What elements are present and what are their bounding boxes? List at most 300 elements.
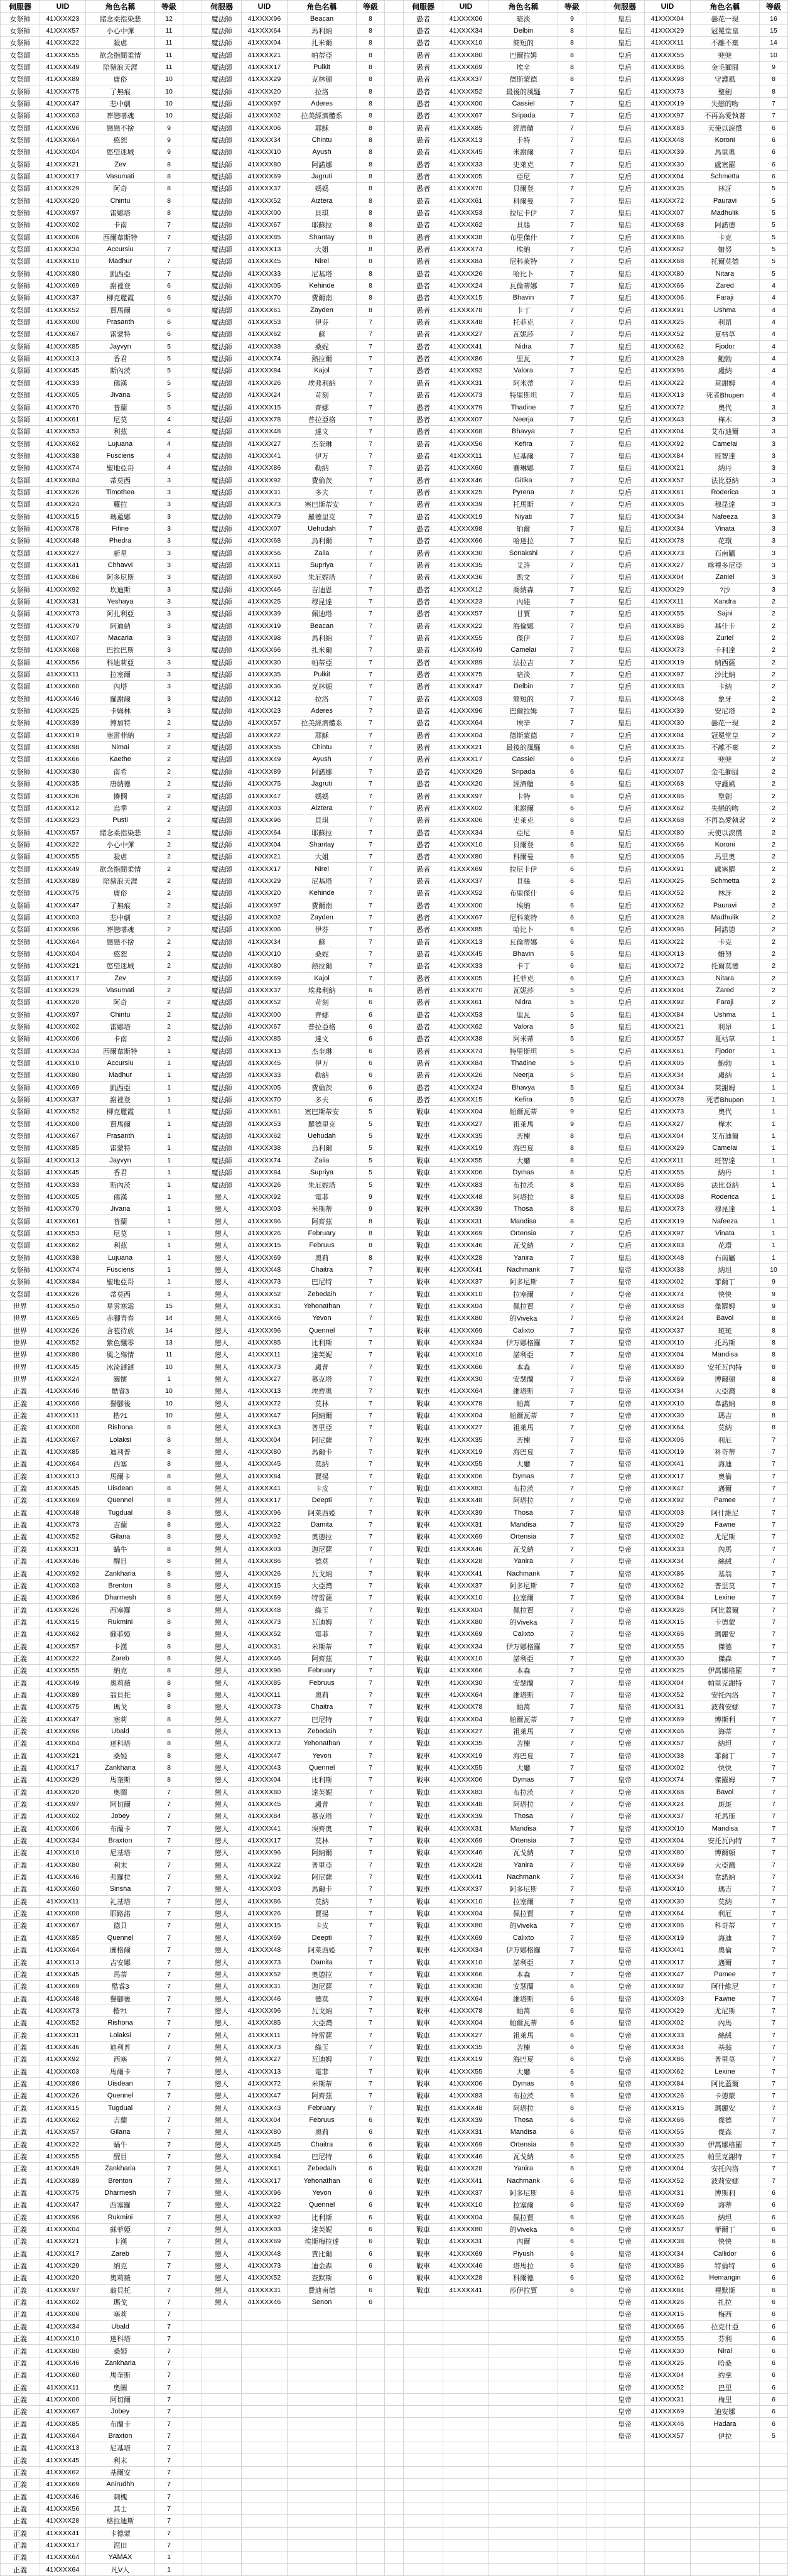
- cell-level[interactable]: 7: [357, 487, 385, 499]
- cell-level[interactable]: 7: [760, 1787, 788, 1799]
- cell-name[interactable]: 巴爾拉姆: [489, 705, 558, 717]
- cell-level[interactable]: 2: [760, 851, 788, 863]
- cell-uid[interactable]: 41XXXX41: [645, 1944, 691, 1956]
- cell-level[interactable]: 5: [155, 353, 183, 365]
- empty-cell[interactable]: [357, 2467, 385, 2479]
- cell-level[interactable]: 7: [357, 389, 385, 401]
- empty-cell[interactable]: [404, 2442, 443, 2454]
- cell-server[interactable]: 正義: [1, 2236, 40, 2248]
- cell-server[interactable]: 戰車: [404, 1471, 443, 1483]
- cell-level[interactable]: 7: [558, 110, 586, 122]
- cell-level[interactable]: 4: [155, 450, 183, 462]
- cell-uid[interactable]: 41XXXX28: [443, 1556, 489, 1567]
- cell-name[interactable]: 卡納: [691, 681, 760, 693]
- cell-uid[interactable]: 41XXXX89: [40, 73, 86, 85]
- cell-uid[interactable]: 41XXXX21: [443, 742, 489, 754]
- cell-level[interactable]: 6: [357, 2187, 385, 2199]
- cell-uid[interactable]: 41XXXX46: [40, 2491, 86, 2503]
- cell-uid[interactable]: 41XXXX96: [242, 2187, 288, 2199]
- cell-server[interactable]: 皇帝: [605, 1871, 645, 1883]
- cell-name[interactable]: 奧倫: [691, 1471, 760, 1483]
- cell-uid[interactable]: 41XXXX47: [40, 1713, 86, 1725]
- cell-uid[interactable]: 41XXXX03: [40, 1580, 86, 1592]
- cell-server[interactable]: 戰車: [404, 1956, 443, 1968]
- cell-level[interactable]: 6: [357, 2297, 385, 2308]
- cell-name[interactable]: 多夫: [288, 1094, 357, 1106]
- cell-server[interactable]: 愚者: [404, 426, 443, 438]
- cell-server[interactable]: 皇后: [605, 742, 645, 754]
- cell-uid[interactable]: 41XXXX55: [443, 632, 489, 644]
- cell-server[interactable]: 女祭師: [1, 899, 40, 911]
- empty-cell[interactable]: [404, 2540, 443, 2552]
- cell-name[interactable]: 安瑟蘭: [489, 1981, 558, 1993]
- cell-name[interactable]: 簡短的: [489, 693, 558, 705]
- cell-uid[interactable]: 41XXXX60: [443, 462, 489, 474]
- cell-name[interactable]: 扎拉: [691, 2297, 760, 2308]
- cell-name[interactable]: 布拉茨: [489, 2090, 558, 2102]
- cell-level[interactable]: 2: [760, 948, 788, 960]
- cell-server[interactable]: 愚者: [404, 826, 443, 838]
- cell-server[interactable]: 皇后: [605, 232, 645, 244]
- cell-level[interactable]: 8: [155, 1762, 183, 1774]
- cell-level[interactable]: 7: [760, 110, 788, 122]
- cell-server[interactable]: 皇后: [605, 1106, 645, 1118]
- cell-server[interactable]: 皇帝: [605, 2333, 645, 2345]
- cell-name[interactable]: 經濟艙: [489, 778, 558, 790]
- cell-level[interactable]: 9: [357, 1203, 385, 1215]
- cell-level[interactable]: 4: [760, 365, 788, 377]
- cell-server[interactable]: 女祭師: [1, 1276, 40, 1288]
- empty-cell[interactable]: [202, 2442, 242, 2454]
- empty-cell[interactable]: [489, 2357, 558, 2369]
- cell-server[interactable]: 戰車: [404, 1252, 443, 1264]
- cell-level[interactable]: 7: [558, 535, 586, 547]
- cell-level[interactable]: 7: [558, 511, 586, 522]
- cell-level[interactable]: 8: [155, 1495, 183, 1507]
- cell-name[interactable]: 坎迪斯: [86, 584, 155, 596]
- cell-name[interactable]: 本森: [489, 1361, 558, 1373]
- cell-name[interactable]: Bhavya: [489, 426, 558, 438]
- cell-level[interactable]: 6: [760, 2236, 788, 2248]
- cell-server[interactable]: 女祭師: [1, 1264, 40, 1276]
- cell-uid[interactable]: 41XXXX04: [242, 839, 288, 851]
- cell-name[interactable]: 利末: [86, 2454, 155, 2466]
- cell-server[interactable]: 皇后: [605, 438, 645, 450]
- cell-uid[interactable]: 41XXXX31: [242, 487, 288, 499]
- cell-uid[interactable]: 41XXXX55: [40, 2151, 86, 2163]
- cell-server[interactable]: 戰車: [404, 1288, 443, 1300]
- cell-level[interactable]: 8: [760, 1324, 788, 1336]
- cell-name[interactable]: Fusciens: [86, 1264, 155, 1276]
- cell-level[interactable]: 6: [357, 2224, 385, 2236]
- cell-name[interactable]: 憐憫: [86, 790, 155, 802]
- cell-server[interactable]: 皇后: [605, 401, 645, 413]
- cell-level[interactable]: 7: [558, 1726, 586, 1738]
- cell-name[interactable]: 曇花一現: [691, 13, 760, 24]
- cell-server[interactable]: 女祭師: [1, 268, 40, 280]
- cell-level[interactable]: 6: [558, 2260, 586, 2272]
- cell-name[interactable]: 扎米爾: [288, 37, 357, 49]
- cell-level[interactable]: 7: [558, 487, 586, 499]
- cell-level[interactable]: 3: [155, 620, 183, 632]
- cell-uid[interactable]: 41XXXX92: [242, 1531, 288, 1543]
- cell-server[interactable]: 正義: [1, 1628, 40, 1640]
- cell-uid[interactable]: 41XXXX66: [645, 2114, 691, 2126]
- cell-server[interactable]: 戰車: [404, 1215, 443, 1227]
- cell-level[interactable]: 8: [155, 1604, 183, 1616]
- cell-server[interactable]: 戀人: [202, 1653, 242, 1665]
- cell-level[interactable]: 7: [357, 1750, 385, 1762]
- cell-level[interactable]: 7: [760, 1835, 788, 1847]
- cell-uid[interactable]: 41XXXX78: [242, 414, 288, 426]
- cell-server[interactable]: 女祭師: [1, 171, 40, 183]
- cell-name[interactable]: 普里亞: [288, 1859, 357, 1871]
- cell-uid[interactable]: 41XXXX60: [242, 571, 288, 583]
- cell-level[interactable]: 4: [760, 389, 788, 401]
- cell-uid[interactable]: 41XXXX06: [242, 122, 288, 134]
- cell-name[interactable]: 科爾德: [489, 2272, 558, 2284]
- cell-uid[interactable]: 41XXXX11: [242, 560, 288, 571]
- cell-server[interactable]: 女祭師: [1, 462, 40, 474]
- cell-level[interactable]: 3: [155, 487, 183, 499]
- cell-name[interactable]: Accursiu: [86, 244, 155, 256]
- cell-uid[interactable]: 41XXXX34: [40, 2321, 86, 2333]
- cell-server[interactable]: 皇后: [605, 268, 645, 280]
- cell-level[interactable]: 7: [357, 839, 385, 851]
- cell-level[interactable]: 7: [760, 2029, 788, 2041]
- cell-level[interactable]: 8: [357, 219, 385, 231]
- cell-server[interactable]: 皇帝: [605, 2090, 645, 2102]
- cell-server[interactable]: 皇帝: [605, 2078, 645, 2090]
- cell-name[interactable]: 佛漢: [86, 377, 155, 389]
- cell-uid[interactable]: 41XXXX04: [645, 2163, 691, 2175]
- cell-uid[interactable]: 41XXXX97: [40, 2285, 86, 2297]
- empty-cell[interactable]: [242, 2321, 288, 2333]
- cell-level[interactable]: 7: [760, 1471, 788, 1483]
- cell-server[interactable]: 戀人: [202, 1580, 242, 1592]
- cell-name[interactable]: 酷睿3: [86, 1981, 155, 1993]
- cell-server[interactable]: 戀人: [202, 1592, 242, 1604]
- cell-uid[interactable]: 41XXXX04: [242, 1774, 288, 1786]
- cell-server[interactable]: 戀人: [202, 1361, 242, 1373]
- cell-uid[interactable]: 41XXXX66: [242, 644, 288, 656]
- cell-uid[interactable]: 41XXXX24: [443, 1082, 489, 1094]
- empty-cell[interactable]: [404, 2381, 443, 2393]
- cell-name[interactable]: 塞莉: [86, 2308, 155, 2320]
- cell-level[interactable]: 7: [357, 693, 385, 705]
- cell-level[interactable]: 6: [155, 292, 183, 304]
- cell-name[interactable]: 南希: [86, 766, 155, 778]
- cell-level[interactable]: 1: [155, 1167, 183, 1179]
- cell-level[interactable]: 7: [558, 1228, 586, 1240]
- cell-server[interactable]: 皇帝: [605, 2102, 645, 2114]
- cell-name[interactable]: 普里亞: [288, 1422, 357, 1434]
- cell-level[interactable]: 7: [357, 742, 385, 754]
- cell-level[interactable]: 7: [558, 730, 586, 742]
- cell-level[interactable]: 9: [155, 146, 183, 158]
- cell-name[interactable]: 阿什維尼: [691, 1981, 760, 1993]
- cell-level[interactable]: 7: [558, 1883, 586, 1895]
- cell-name[interactable]: 尤尼斯: [691, 2005, 760, 2017]
- cell-uid[interactable]: 41XXXX48: [645, 1252, 691, 1264]
- cell-name[interactable]: 海蒂: [691, 2199, 760, 2211]
- cell-level[interactable]: 7: [357, 705, 385, 717]
- cell-name[interactable]: Ortensia: [489, 2139, 558, 2151]
- cell-name[interactable]: 戀戀不捨: [86, 122, 155, 134]
- cell-server[interactable]: 女祭師: [1, 13, 40, 24]
- empty-cell[interactable]: [443, 2540, 489, 2552]
- cell-server[interactable]: 皇帝: [605, 2005, 645, 2017]
- cell-name[interactable]: Sinsha: [86, 1883, 155, 1895]
- empty-cell[interactable]: [242, 2552, 288, 2563]
- cell-uid[interactable]: 41XXXX30: [645, 717, 691, 729]
- cell-name[interactable]: Thadine: [489, 401, 558, 413]
- cell-level[interactable]: 7: [155, 1823, 183, 1835]
- cell-name[interactable]: Nachmank: [489, 2175, 558, 2187]
- cell-level[interactable]: 7: [760, 1628, 788, 1640]
- cell-uid[interactable]: 41XXXX52: [242, 997, 288, 1009]
- cell-server[interactable]: 女祭師: [1, 681, 40, 693]
- cell-server[interactable]: 愚者: [404, 219, 443, 231]
- cell-server[interactable]: 戰車: [404, 1531, 443, 1543]
- cell-name[interactable]: Bavol: [691, 1787, 760, 1799]
- empty-cell[interactable]: [242, 2381, 288, 2393]
- cell-uid[interactable]: 41XXXX73: [40, 1519, 86, 1531]
- cell-level[interactable]: 6: [558, 2163, 586, 2175]
- cell-uid[interactable]: 41XXXX04: [645, 1835, 691, 1847]
- cell-uid[interactable]: 41XXXX19: [645, 657, 691, 669]
- empty-cell[interactable]: [443, 2308, 489, 2320]
- cell-server[interactable]: 戰車: [404, 1567, 443, 1579]
- empty-cell[interactable]: [645, 2454, 691, 2466]
- cell-uid[interactable]: 41XXXX46: [443, 1544, 489, 1556]
- cell-uid[interactable]: 41XXXX69: [242, 171, 288, 183]
- cell-server[interactable]: 愚者: [404, 632, 443, 644]
- cell-uid[interactable]: 41XXXX35: [242, 669, 288, 681]
- cell-uid[interactable]: 41XXXX05: [645, 499, 691, 511]
- cell-uid[interactable]: 41XXXX62: [242, 1130, 288, 1142]
- cell-level[interactable]: 2: [760, 973, 788, 985]
- cell-server[interactable]: 皇帝: [605, 1981, 645, 1993]
- cell-uid[interactable]: 41XXXX60: [40, 1883, 86, 1895]
- cell-server[interactable]: 皇帝: [605, 1920, 645, 1932]
- cell-level[interactable]: 7: [155, 1883, 183, 1895]
- cell-name[interactable]: 了無痕: [86, 85, 155, 97]
- cell-uid[interactable]: 41XXXX22: [40, 839, 86, 851]
- empty-cell[interactable]: [404, 2467, 443, 2479]
- cell-uid[interactable]: 41XXXX27: [443, 1118, 489, 1130]
- cell-uid[interactable]: 41XXXX86: [645, 2054, 691, 2065]
- cell-server[interactable]: 皇帝: [605, 2260, 645, 2272]
- cell-level[interactable]: 7: [558, 171, 586, 183]
- cell-uid[interactable]: 41XXXX37: [645, 1324, 691, 1336]
- cell-server[interactable]: 魔法師: [202, 511, 242, 522]
- cell-server[interactable]: 戀人: [202, 1312, 242, 1324]
- cell-uid[interactable]: 41XXXX04: [443, 1604, 489, 1616]
- cell-level[interactable]: 5: [155, 401, 183, 413]
- cell-name[interactable]: 祖萊馬: [489, 2029, 558, 2041]
- cell-name[interactable]: Fifine: [86, 523, 155, 535]
- cell-uid[interactable]: 41XXXX69: [40, 1495, 86, 1507]
- cell-uid[interactable]: 41XXXX80: [40, 1349, 86, 1361]
- cell-uid[interactable]: 41XXXX19: [443, 1446, 489, 1458]
- cell-level[interactable]: 7: [760, 1580, 788, 1592]
- cell-name[interactable]: 奧倫: [691, 1944, 760, 1956]
- cell-level[interactable]: 1: [155, 1069, 183, 1081]
- cell-name[interactable]: 納克: [86, 1665, 155, 1677]
- empty-cell[interactable]: [489, 2528, 558, 2540]
- cell-level[interactable]: 1: [155, 1264, 183, 1276]
- cell-server[interactable]: 皇帝: [605, 2272, 645, 2284]
- cell-name[interactable]: 諾利亞: [489, 1956, 558, 1968]
- cell-server[interactable]: 皇帝: [605, 2430, 645, 2442]
- cell-server[interactable]: 皇帝: [605, 1956, 645, 1968]
- cell-uid[interactable]: 41XXXX12: [40, 803, 86, 814]
- cell-server[interactable]: 女祭師: [1, 1082, 40, 1094]
- cell-name[interactable]: Chintu: [86, 1009, 155, 1021]
- cell-uid[interactable]: 41XXXX46: [242, 1312, 288, 1324]
- cell-uid[interactable]: 41XXXX57: [40, 2126, 86, 2138]
- cell-name[interactable]: 班智達: [691, 450, 760, 462]
- cell-uid[interactable]: 41XXXX65: [40, 1312, 86, 1324]
- cell-level[interactable]: 7: [760, 1677, 788, 1689]
- cell-level[interactable]: 7: [357, 681, 385, 693]
- empty-cell[interactable]: [443, 2564, 489, 2576]
- cell-server[interactable]: 愚者: [404, 1046, 443, 1058]
- empty-cell[interactable]: [691, 2564, 760, 2576]
- cell-uid[interactable]: 41XXXX97: [645, 110, 691, 122]
- cell-uid[interactable]: 41XXXX31: [645, 1701, 691, 1713]
- cell-level[interactable]: 7: [558, 1361, 586, 1373]
- cell-server[interactable]: 愚者: [404, 790, 443, 802]
- cell-level[interactable]: 2: [155, 912, 183, 924]
- cell-server[interactable]: 正義: [1, 1750, 40, 1762]
- cell-uid[interactable]: 41XXXX61: [40, 414, 86, 426]
- cell-server[interactable]: 戀人: [202, 1726, 242, 1738]
- cell-name[interactable]: Pauravi: [691, 195, 760, 207]
- cell-uid[interactable]: 41XXXX02: [645, 2017, 691, 2029]
- cell-level[interactable]: 3: [155, 644, 183, 656]
- cell-server[interactable]: 正義: [1, 1835, 40, 1847]
- cell-server[interactable]: 皇帝: [605, 1567, 645, 1579]
- cell-server[interactable]: 戰車: [404, 1604, 443, 1616]
- cell-uid[interactable]: 41XXXX57: [443, 608, 489, 620]
- cell-server[interactable]: 女祭師: [1, 1252, 40, 1264]
- cell-server[interactable]: 戰車: [404, 1871, 443, 1883]
- empty-cell[interactable]: [202, 2528, 242, 2540]
- cell-server[interactable]: 正義: [1, 1398, 40, 1410]
- cell-server[interactable]: 魔法師: [202, 1058, 242, 1069]
- cell-name[interactable]: 埃齊奧: [288, 1823, 357, 1835]
- cell-name[interactable]: 韋諾納: [691, 1398, 760, 1410]
- cell-level[interactable]: 7: [357, 1883, 385, 1895]
- cell-name[interactable]: 內娃: [489, 596, 558, 608]
- cell-uid[interactable]: 41XXXX47: [242, 1750, 288, 1762]
- cell-uid[interactable]: 41XXXX15: [40, 1616, 86, 1628]
- cell-server[interactable]: 皇后: [605, 523, 645, 535]
- cell-level[interactable]: 3: [760, 560, 788, 571]
- cell-server[interactable]: 戀人: [202, 1640, 242, 1652]
- cell-server[interactable]: 戰車: [404, 2102, 443, 2114]
- cell-level[interactable]: 7: [357, 644, 385, 656]
- cell-level[interactable]: 8: [760, 1337, 788, 1349]
- cell-level[interactable]: 7: [155, 1835, 183, 1847]
- cell-level[interactable]: 7: [558, 644, 586, 656]
- empty-cell[interactable]: [202, 2321, 242, 2333]
- cell-server[interactable]: 戀人: [202, 1689, 242, 1701]
- cell-name[interactable]: 托菲克: [489, 973, 558, 985]
- empty-cell[interactable]: [202, 2430, 242, 2442]
- cell-level[interactable]: 14: [155, 1324, 183, 1336]
- cell-server[interactable]: 戰車: [404, 2212, 443, 2224]
- cell-server[interactable]: 女祭師: [1, 693, 40, 705]
- cell-uid[interactable]: 41XXXX25: [645, 1665, 691, 1677]
- cell-uid[interactable]: 41XXXX04: [242, 1434, 288, 1446]
- cell-uid[interactable]: 41XXXX55: [40, 851, 86, 863]
- cell-level[interactable]: 7: [760, 1883, 788, 1895]
- cell-level[interactable]: 7: [558, 1495, 586, 1507]
- cell-name[interactable]: Tugdual: [86, 2102, 155, 2114]
- cell-uid[interactable]: 41XXXX00: [443, 899, 489, 911]
- empty-cell[interactable]: [202, 2467, 242, 2479]
- cell-name[interactable]: Cassiel: [489, 98, 558, 110]
- cell-server[interactable]: 戰車: [404, 2078, 443, 2090]
- cell-name[interactable]: 盧塞羅: [691, 863, 760, 875]
- cell-name[interactable]: Delbin: [489, 681, 558, 693]
- cell-server[interactable]: 魔法師: [202, 25, 242, 37]
- cell-level[interactable]: 5: [760, 219, 788, 231]
- cell-level[interactable]: 1: [760, 1228, 788, 1240]
- cell-server[interactable]: 愚者: [404, 110, 443, 122]
- cell-level[interactable]: 5: [357, 1130, 385, 1142]
- cell-name[interactable]: 殺虐: [86, 37, 155, 49]
- cell-uid[interactable]: 41XXXX69: [443, 2248, 489, 2260]
- cell-server[interactable]: 愚者: [404, 328, 443, 340]
- cell-level[interactable]: 7: [760, 2114, 788, 2126]
- cell-level[interactable]: 7: [155, 2236, 183, 2248]
- cell-uid[interactable]: 41XXXX43: [242, 1762, 288, 1774]
- cell-level[interactable]: 1: [760, 1118, 788, 1130]
- empty-cell[interactable]: [404, 2552, 443, 2563]
- cell-name[interactable]: 托馬斯: [691, 1810, 760, 1822]
- cell-server[interactable]: 正義: [1, 2224, 40, 2236]
- cell-level[interactable]: 2: [155, 790, 183, 802]
- cell-uid[interactable]: 41XXXX30: [645, 2345, 691, 2357]
- cell-name[interactable]: 帕里克謝特: [691, 2151, 760, 2163]
- cell-server[interactable]: 戰車: [404, 1993, 443, 2005]
- cell-server[interactable]: 戀人: [202, 1932, 242, 1944]
- cell-name[interactable]: 吉蘭: [86, 1519, 155, 1531]
- cell-server[interactable]: 愚者: [404, 778, 443, 790]
- cell-level[interactable]: 8: [357, 1228, 385, 1240]
- cell-uid[interactable]: 41XXXX38: [242, 1142, 288, 1154]
- empty-cell[interactable]: [288, 2406, 357, 2418]
- cell-name[interactable]: Februus: [288, 2114, 357, 2126]
- cell-level[interactable]: 7: [558, 608, 586, 620]
- cell-server[interactable]: 戰車: [404, 1823, 443, 1835]
- cell-uid[interactable]: 41XXXX39: [242, 608, 288, 620]
- cell-name[interactable]: Brenton: [86, 1580, 155, 1592]
- cell-server[interactable]: 愚者: [404, 207, 443, 219]
- cell-level[interactable]: 7: [155, 2248, 183, 2260]
- cell-name[interactable]: 特里斯坦: [489, 1046, 558, 1058]
- cell-level[interactable]: 7: [155, 2491, 183, 2503]
- cell-level[interactable]: 6: [558, 2042, 586, 2054]
- cell-server[interactable]: 魔法師: [202, 1167, 242, 1179]
- cell-level[interactable]: 7: [155, 2260, 183, 2272]
- cell-name[interactable]: 瓦妮莎: [489, 985, 558, 997]
- cell-name[interactable]: 盧普: [288, 1799, 357, 1810]
